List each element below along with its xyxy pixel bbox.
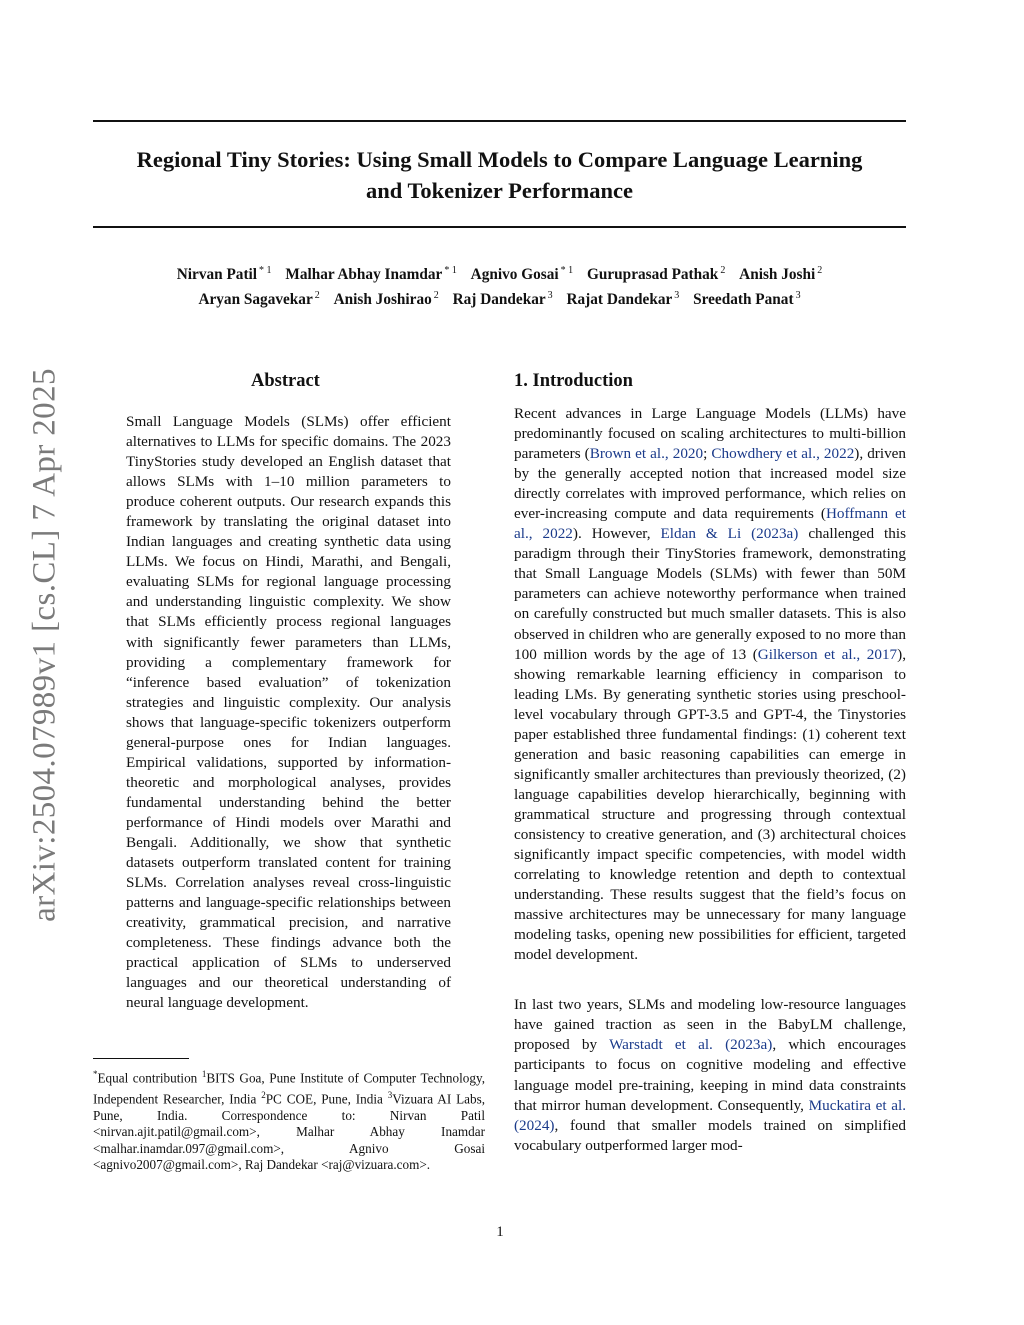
- author: Aryan Sagavekar $^2$: [198, 290, 320, 309]
- top-rule: [93, 120, 906, 122]
- author: Rajat Dandekar $^3$: [566, 290, 680, 309]
- author-line-1: [93, 260, 906, 285]
- author: Nirvan Patil $^{* 1}$: [176, 265, 272, 284]
- citation-link[interactable]: Warstadt et al. (2023a): [609, 1036, 773, 1054]
- arxiv-identifier: arXiv:2504.07989v1 [cs.CL] 7 Apr 2025: [26, 368, 63, 922]
- author: Guruprasad Pathak $^2$: [586, 265, 726, 284]
- paper-title: [93, 144, 906, 206]
- author: Sreedath Panat $^3$: [693, 290, 801, 309]
- citation-link[interactable]: Muckatira et al. (2024): [514, 1096, 906, 1134]
- author: Anish Joshirao $^2$: [333, 290, 439, 309]
- author-line-2: [93, 285, 906, 310]
- footnote-text: *Equal contribution $^1$BITS Goa, Pune Institute of Computer Technology, Independent Researcher, India $^2$PC COE, Pune, India $^3$Vizuara AI Labs, Pune, India. Correspondence to: Nirvan Patil <nirvan.ajit.patil@gmail.com>, Malhar Abhay Inamdar <malhar.inamdar.097@gmail.com>, Agnivo Gosai <agnivo2007@gmail.com>, Raj Dandekar <raj@vizuara.com>.: [93, 1069, 485, 1173]
- citation-link[interactable]: Gilkerson et al., 2017: [757, 645, 898, 663]
- citation-link[interactable]: Chowdhery et al., 2022: [711, 445, 855, 463]
- citation-link[interactable]: Eldan & Li (2023a): [660, 525, 799, 543]
- citation-link[interactable]: Brown et al., 2020: [589, 445, 704, 463]
- footnote: [93, 1066, 485, 1174]
- author: Agnivo Gosai $^{* 1}$: [470, 265, 574, 284]
- title-bottom-rule: [93, 226, 906, 228]
- author: Raj Dandekar $^3$: [452, 290, 553, 309]
- introduction-body: [514, 404, 906, 1156]
- abstract-body: [126, 412, 451, 1013]
- author: Anish Joshi $^2$: [739, 265, 823, 284]
- footnote-rule: [93, 1058, 189, 1059]
- author-list: [93, 260, 906, 310]
- abstract-text: Small Language Models (SLMs) offer efficient alternatives to LLMs for specific domains. The 2023 TinyStories study developed an English dataset that allows SLMs with 1–10 million parameters to produce coherent outputs. Our research expands this framework by translating the original dataset into Indian languages and creating synthetic data using LLMs. We focus on Hindi, Marathi, and Bengali, evaluating SLMs for regional language processing and understanding linguistic complexity. We show that SLMs efficiently process regional languages with significantly fewer parameters than LLMs, providing a complementary framework for “inference based evaluation” of tokenization strategies and linguistic complexity. Our analysis shows that language-specific tokenizers outperform general-purpose ones for Indian languages. Empirical validations, supported by information-theoretic and morphological analyses, provides fundamental understanding behind the better performance of Hindi models over Marathi and Bengali. Additionally, we show that synthetic datasets outperform translated content for training SLMs. Correlation analyses reveal cross-linguistic patterns and language-specific relationships between creativity, grammatical precision, and narrative completeness. These findings advance both the practical application of SLMs to underserved languages and our theoretical understanding of neural language development.: [126, 413, 451, 1012]
- intro-paragraph-2: In last two years, SLMs and modeling low-resource languages have gained traction as seen in the BabyLM challenge, proposed by Warstadt et al. (2023a), which encourages participants to focus on cognitive modeling and effective language model pre-training, keeping in mind data constraints that mirror human development. Consequently, Muckatira et al. (2024), found that smaller models trained on simplified vocabulary outperformed larger mod-: [514, 996, 906, 1154]
- introduction-heading: 1. Introduction: [514, 371, 633, 391]
- title-line-2: and Tokenizer Performance: [365, 178, 634, 203]
- author: Malhar Abhay Inamdar $^{* 1}$: [285, 265, 457, 284]
- intro-paragraph-1: Recent advances in Large Language Models (LLMs) have predominantly focused on scaling architectures to multi-billion parameters (Brown et al., 2020; Chowdhery et al., 2022), driven by the generally accepted notion that increased model size directly correlates with improved performance, which relies on ever-increasing compute and data requirements (Hoffmann et al., 2022). However, Eldan & Li (2023a) challenged this paradigm through their TinyStories framework, demonstrating that Small Language Models (SLMs) with fewer than 50M parameters can achieve noteworthy performance when trained on carefully constructed but much smaller datasets. This is also observed in children who are generally exposed to no more than 100 million words by the age of 13 (Gilkerson et al., 2017), showing remarkable learning efficiency in comparison to leading LMs. By generating synthetic stories using preschool-level vocabulary through GPT-3.5 and GPT-4, the Tinystories paper established three fundamental findings: (1) coherent text generation and basic reasoning capabilities can emerge in significantly smaller architectures than previously theorized, (2) language capabilities develop hierarchically, beginning with grammatical structure and progressing through contextual consistency to creative generation, and (3) architectural choices significantly impact specific competencies, with model width correlating to knowledge retention and depth to contextual understanding. These results suggest that the field’s focus on massive architectures may be unnecessary for many language modeling tasks, opening new possibilities for efficient, targeted model development.: [514, 405, 906, 964]
- page-number: 1: [496, 1224, 504, 1240]
- abstract-heading: Abstract: [251, 371, 320, 391]
- citation-link[interactable]: Hoffmann et al., 2022: [514, 505, 906, 543]
- title-line-1: Regional Tiny Stories: Using Small Models to Compare Language Learning: [136, 147, 863, 172]
